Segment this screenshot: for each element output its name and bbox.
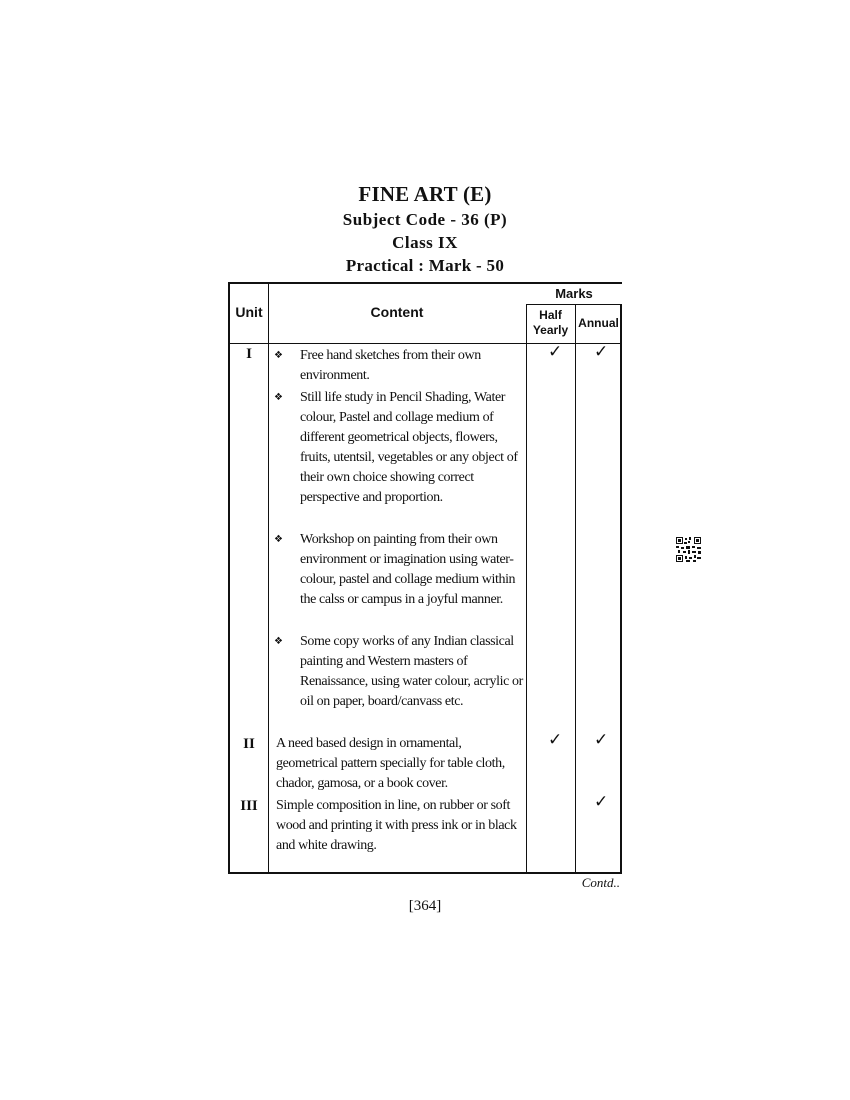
check-icon: ✓ — [548, 730, 563, 750]
unit-number: II — [243, 736, 255, 752]
list-item: ❖ Free hand sketches from their own environment. — [274, 348, 481, 383]
list-item: ❖ Some copy works of any Indian classical painting and Western masters of Renaissance, using water colour, acrylic or oil on paper, board/canvass etc. — [274, 634, 523, 709]
unit-content: A need based design in ornamental, geometrical pattern specially for table cloth, chador, gamosa, or a book cover. — [276, 736, 505, 791]
unit-header: Unit — [235, 304, 263, 320]
practical-marks: Practical : Mark - 50 — [345, 256, 505, 275]
unit-content: Simple composition in line, on rubber or soft wood and printing it with press ink or in black and white drawing. — [276, 798, 517, 853]
column-divider — [575, 284, 576, 872]
half-yearly-header: Half Yearly — [532, 308, 569, 337]
continued-label: Contd.. — [581, 875, 620, 890]
page-number: [364] — [408, 898, 442, 914]
bullet-icon: ❖ — [274, 350, 283, 361]
bullet-icon: ❖ — [274, 636, 283, 647]
subject-code: Subject Code - 36 (P) — [342, 210, 508, 229]
column-divider — [526, 284, 527, 872]
check-icon: ✓ — [594, 730, 609, 750]
annual-header: Annual — [578, 316, 619, 330]
check-icon: ✓ — [548, 342, 563, 362]
bullet-icon: ❖ — [274, 534, 283, 545]
unit-number: III — [240, 798, 258, 814]
list-item: ❖ Workshop on painting from their own environment or imagination using water-colour, pastel and collage medium within the calss or campus in a joyful manner. — [274, 532, 516, 607]
list-item: ❖ Still life study in Pencil Shading, Water colour, Pastel and collage medium of different geometrical objects, flowers, fruits, utentsil, vegetables or any object of their own choice showing correct perspective and proportion. — [274, 390, 518, 505]
marks-header: Marks — [555, 286, 593, 301]
content-header: Content — [370, 304, 424, 320]
page-title: FINE ART (E) — [358, 182, 492, 206]
column-divider — [268, 284, 269, 872]
check-icon: ✓ — [594, 792, 609, 812]
syllabus-table — [228, 282, 622, 874]
unit-number: I — [246, 346, 252, 362]
bullet-icon: ❖ — [274, 392, 283, 403]
class-label: Class IX — [392, 233, 458, 252]
check-icon: ✓ — [594, 342, 609, 362]
qr-code-icon — [676, 537, 701, 562]
